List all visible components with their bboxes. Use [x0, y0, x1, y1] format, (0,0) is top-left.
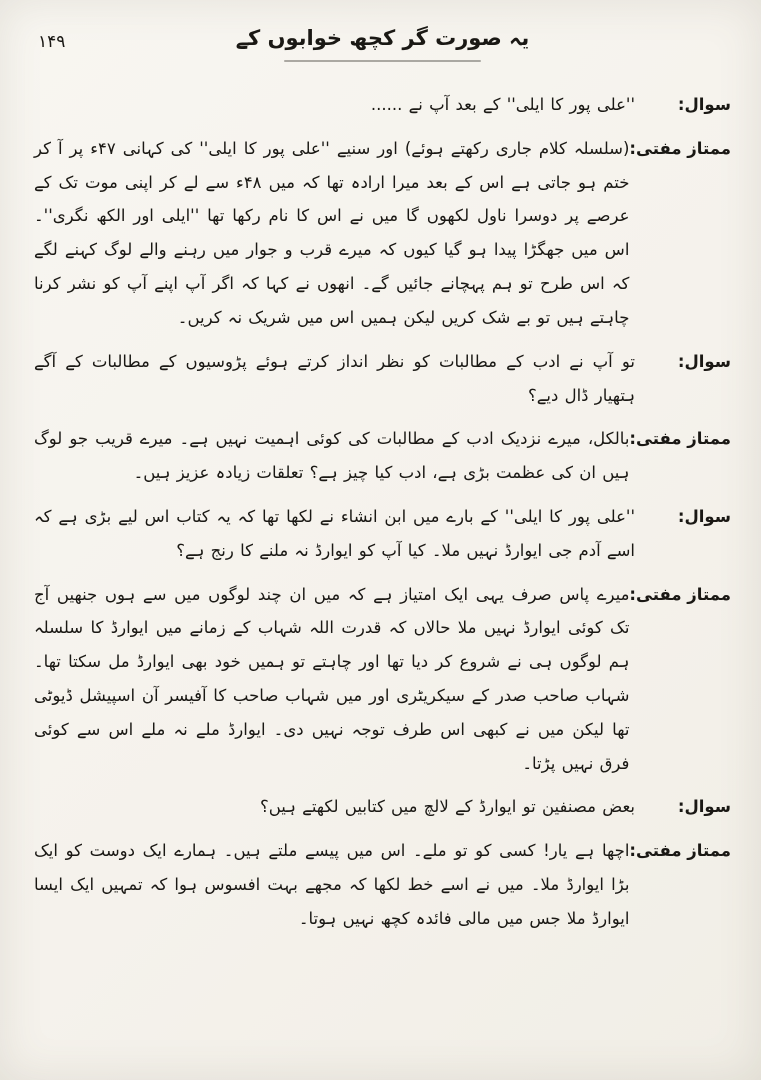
title-underline-rule	[284, 60, 481, 62]
question-text: ''علی پور کا ایلی'' کے بعد آپ نے ......	[370, 95, 635, 114]
speaker-label-answer: ممتاز مفتی:	[629, 841, 731, 861]
question-text: ''علی پور کا ایلی'' کے بارے میں ابن انشاء نے لکھا تھا کہ یہ کتاب اس لیے بڑی ہے کہ اسے آدم جی ایوارڈ نہیں ملا۔ کیا آپ کو ایوارڈ نہ ملنے کا رنج ہے؟	[34, 506, 635, 560]
qa-block-question-3	[34, 500, 731, 568]
qa-block-answer-3	[34, 578, 731, 781]
question-text: بعض مصنفین تو ایوارڈ کے لالچ میں کتابیں لکھتے ہیں؟	[259, 797, 635, 817]
page-number: ۱۴۹	[38, 32, 66, 52]
speaker-label-question: سوال:	[677, 506, 731, 526]
speaker-label-question: سوال:	[677, 797, 731, 817]
answer-text: اچھا ہے یار! کسی کو تو ملے۔ اس میں پیسے ملتے ہیں۔ ہمارے ایک دوست کو ایک بڑا ایوارڈ ملا۔ میں نے اسے خط لکھا کہ مجھے بہت افسوس ہوا کہ تمہیں ایک ایسا ایوارڈ ملا جس میں مالی فائدہ کچھ نہیں ہوتا۔	[34, 841, 630, 928]
qa-block-question-1	[34, 88, 731, 122]
qa-block-answer-4	[34, 834, 731, 935]
qa-block-answer-2	[34, 422, 731, 490]
speaker-label-answer: ممتاز مفتی:	[629, 429, 731, 449]
answer-text: (سلسلہ کلام جاری رکھتے ہوئے) اور سنیے ''علی پور کا ایلی'' کی کہانی ۴۷ء پر آ کر ختم ہو جاتی ہے اس کے بعد میرا ارادہ تھا کہ میں ۴۸ء سے لے کر اپنی موت تک کے عرصے پر دوسرا ناول لکھوں گا میں نے اس کا نام رکھا تھا ''ایلی اور الکھ نگری''۔ اس میں جھگڑا پیدا ہو گیا کیوں کہ میرے قرب و جوار میں رہنے والے لوگ کہنے لگے کہ اس طرح تو ہم پہچانے جائیں گے۔ انھوں نے کہا کہ اگر آپ اپنے آپ کو نشر کرنا چاہتے ہیں تو بے شک کریں لیکن ہمیں اس میں شریک نہ کریں۔	[34, 138, 630, 327]
answer-text: میرے پاس صرف یہی ایک امتیاز ہے کہ میں ان چند لوگوں میں سے ہوں جنھیں آج تک کوئی ایوارڈ نہیں ملا حالاں کہ قدرت اللہ شہاب کے زمانے میں ایوارڈ کا سلسلہ ہم لوگوں ہی نے شروع کر دیا تھا اور چاہتے تو ہمیں خود بھی ایوارڈ مل سکتا تھا۔ شہاب صاحب صدر کے سیکریٹری اور میں شہاب صاحب کا آفیسر آن اسپیشل ڈیوٹی تھا لیکن میں نے کبھی اس طرف توجہ نہیں دی۔ ایوارڈ ملے نہ ملے اس سے کوئی فرق نہیں پڑتا۔	[34, 584, 630, 773]
speaker-label-question: سوال:	[677, 351, 731, 371]
speaker-label-answer: ممتاز مفتی:	[629, 138, 731, 158]
page-title: یہ صورت گر کچھ خوابوں کے	[235, 26, 530, 50]
speaker-label-question: سوال:	[677, 95, 731, 114]
qa-block-question-2	[34, 345, 731, 413]
answer-text: بالکل، میرے نزدیک ادب کے مطالبات کی کوئی اہمیت نہیں ہے۔ میرے قریب جو لوگ ہیں ان کی عظمت بڑی ہے، ادب کیا چیز ہے؟ تعلقات زیادہ عزیز ہیں۔	[34, 429, 630, 483]
page-header	[34, 26, 731, 70]
speaker-label-answer: ممتاز مفتی:	[629, 584, 731, 604]
question-text: تو آپ نے ادب کے مطالبات کو نظر انداز کرتے ہوئے پڑوسیوں کے مطالبات کے آگے ہتھیار ڈال دیے؟	[34, 351, 635, 405]
qa-block-question-4	[34, 790, 731, 824]
qa-block-answer-1	[34, 132, 731, 335]
